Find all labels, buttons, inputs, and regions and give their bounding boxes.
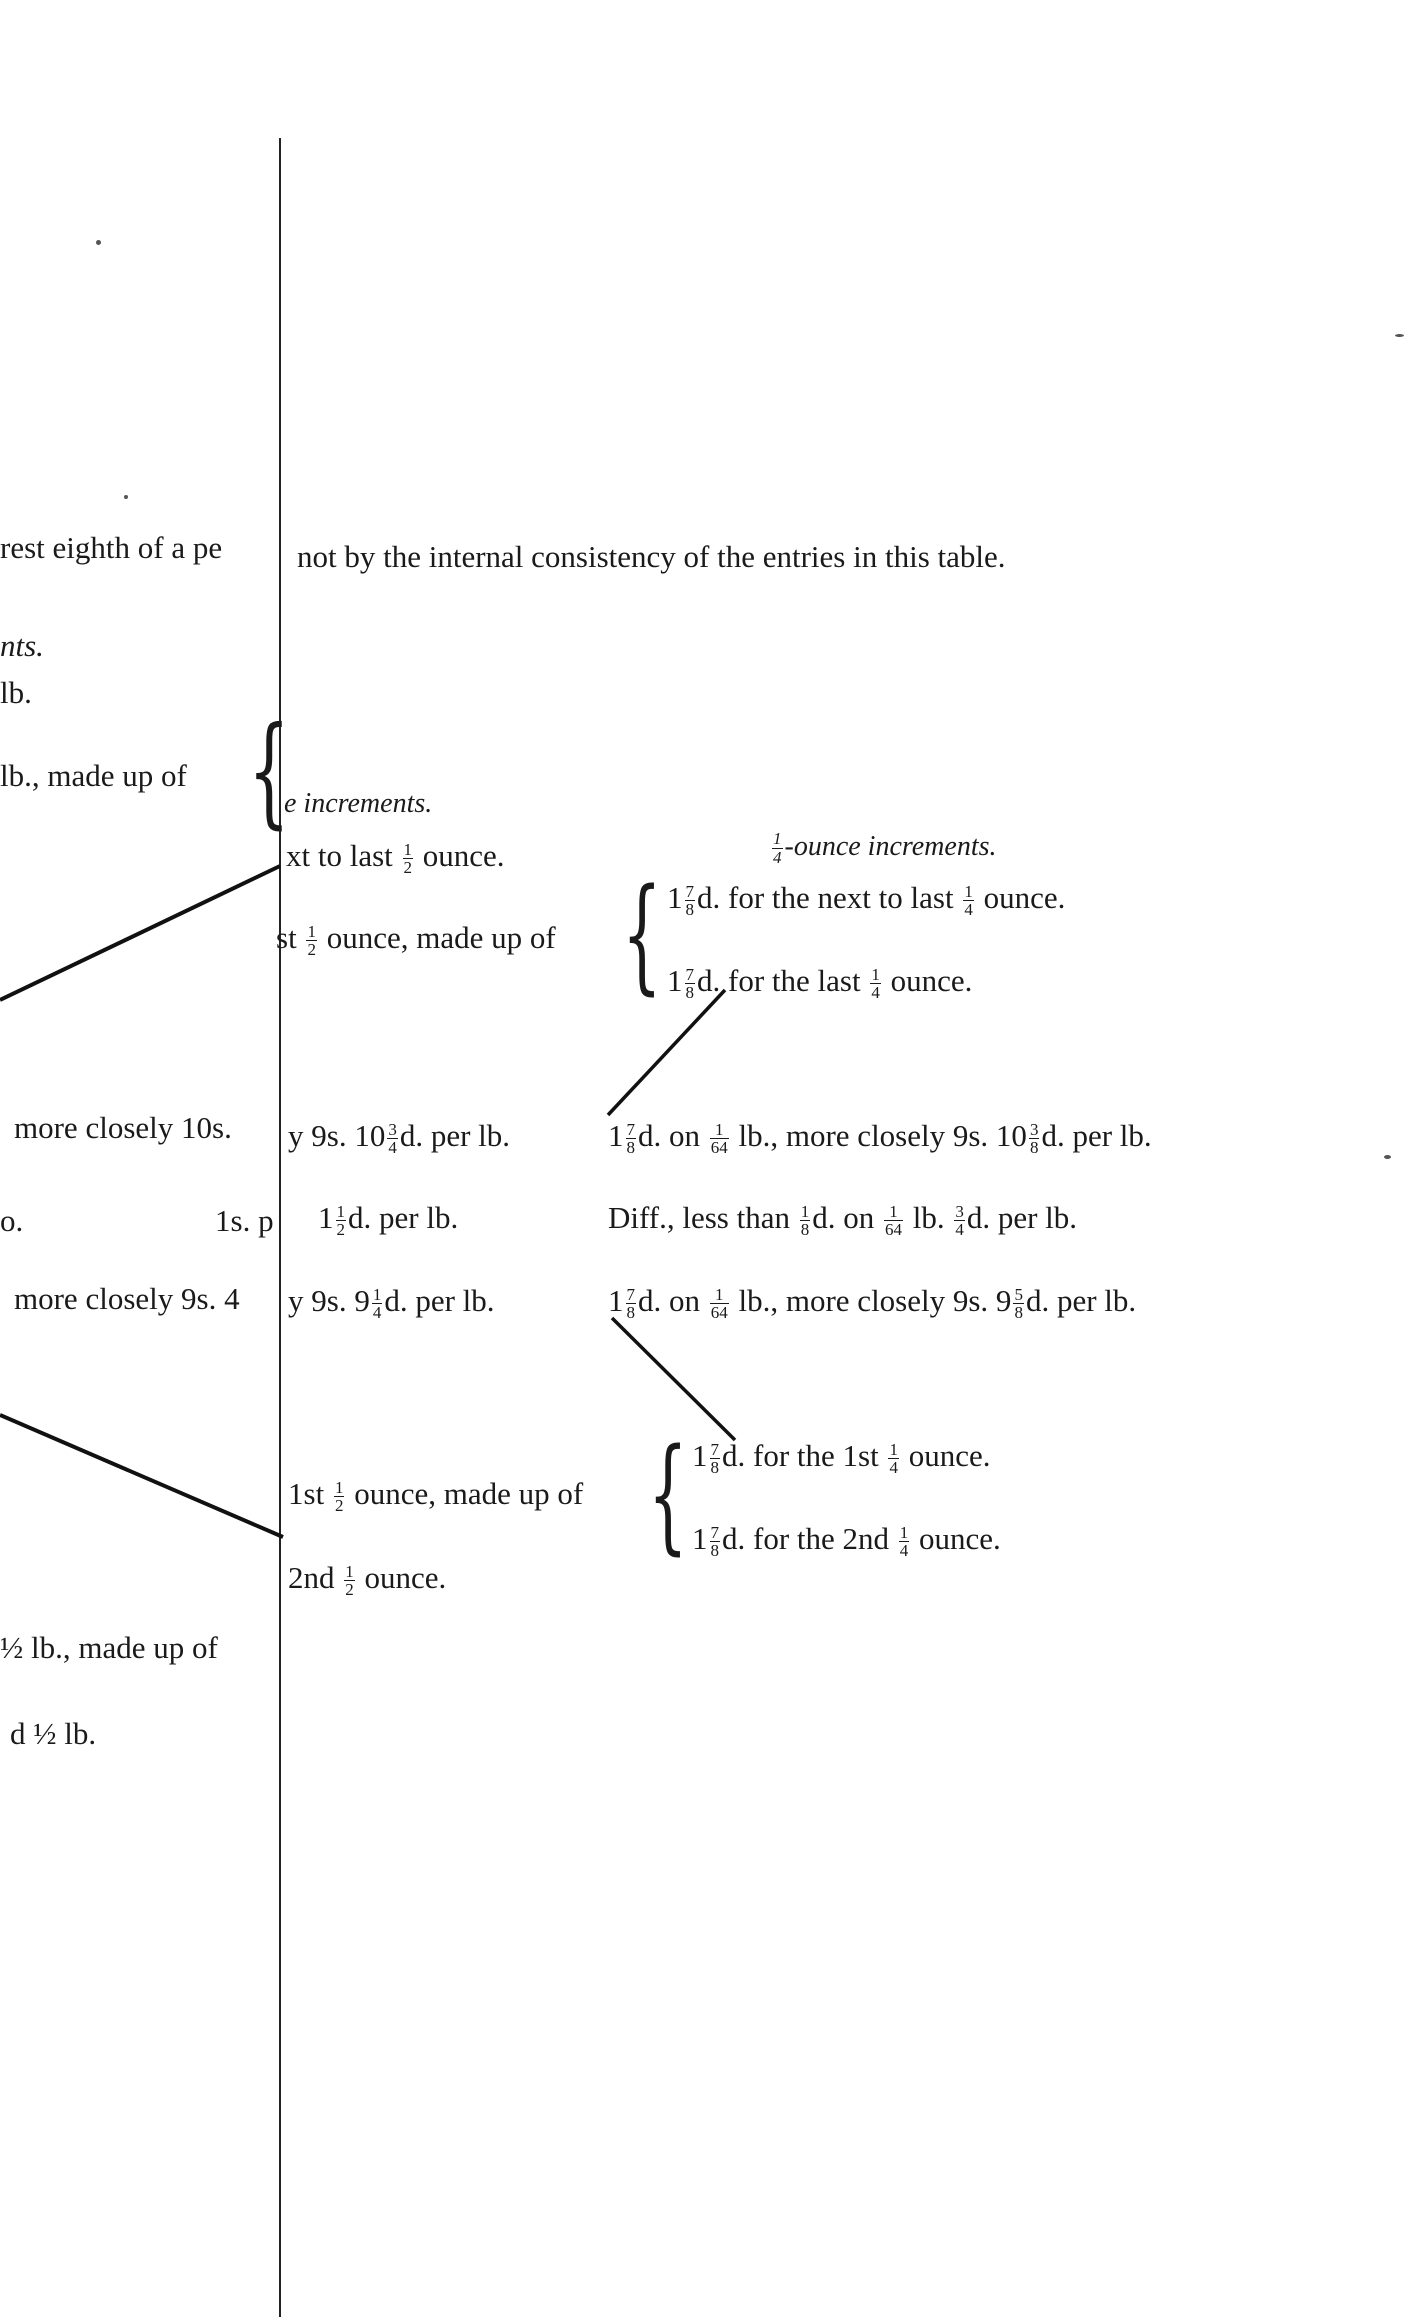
- left-line-8: more closely 9s. 4: [14, 1281, 240, 1316]
- left-line-9: [0, 1632, 218, 1663]
- fraction-one-64th: $\frac{1}{64}$: [710, 1119, 728, 1158]
- left-line-4: lb., made up of: [0, 758, 187, 793]
- fraction-seven-eighths: $\frac{7}{8}$: [626, 1284, 635, 1323]
- rate-row-1-right: 1 $\frac{7}{8}$ d. on $\frac{1}{64}$ lb., more closely 9s. 10 $\frac{3}{8}$ d. per lb.: [608, 1118, 1152, 1158]
- rate-row-3-right: 1 $\frac{7}{8}$ d. on $\frac{1}{64}$ lb., more closely 9s. 9 $\frac{5}{8}$ d. per lb.: [608, 1283, 1137, 1323]
- fraction-three-eighths: $\frac{3}{8}$: [1029, 1119, 1039, 1158]
- fraction-quarter: $\frac{1}{4}$: [372, 1284, 382, 1323]
- fraction-seven-eighths: $\frac{7}{8}$: [710, 1439, 719, 1478]
- left-line-10: [10, 1718, 96, 1749]
- quarter-first: 1 $\frac{7}{8}$ d. for the 1st $\frac{1}{4}$ ounce.: [692, 1438, 991, 1478]
- fraction-quarter: $\frac{1}{4}$: [871, 964, 880, 1003]
- left-line-3: lb.: [0, 675, 32, 710]
- connector-line-upper-right: [608, 990, 725, 1115]
- fraction-seven-eighths: $\frac{7}{8}$: [710, 1522, 719, 1561]
- last-half-ounce: st $\frac{1}{2}$ ounce, made up of: [276, 920, 556, 960]
- fraction-three-quarters: $\frac{3}{4}$: [388, 1119, 397, 1158]
- left-line-10-a: d: [10, 1716, 26, 1751]
- connector-line-lower-left: [0, 1415, 283, 1537]
- brace-quarter-lower: {: [648, 1422, 688, 1567]
- fraction-three-quarters: $\frac{3}{4}$: [955, 1201, 964, 1240]
- fraction-half: $\frac{1}{2}$: [336, 1201, 345, 1240]
- quarter-ounce-heading: $\frac{1}{4}$ -ounce increments.: [773, 829, 997, 867]
- left-line-1: rest eighth of a pe: [0, 530, 223, 565]
- left-line-10-text: lb.: [64, 1716, 97, 1751]
- speck-3: [1395, 334, 1404, 337]
- speck-1: [96, 240, 101, 245]
- left-line-2: nts.: [0, 628, 44, 663]
- left-line-7: 1s. p: [215, 1203, 274, 1238]
- fraction-half: $\frac{1}{2}$: [403, 839, 413, 878]
- fraction-one-64th: $\frac{1}{64}$: [710, 1284, 728, 1323]
- fraction-quarter: $\frac{1}{4}$: [899, 1522, 909, 1561]
- brace-quarter-upper: {: [622, 862, 662, 1007]
- fraction-half: $\frac{1}{2}$: [307, 921, 316, 960]
- fraction-half: $\frac{1}{2}$: [334, 1477, 344, 1516]
- left-line-6: o.: [0, 1203, 24, 1238]
- rate-row-1-mid: y 9s. 10 $\frac{3}{4}$ d. per lb.: [288, 1118, 511, 1158]
- next-to-last-half-ounce: xt to last $\frac{1}{2}$ ounce.: [286, 838, 505, 878]
- first-half-ounce: 1st $\frac{1}{2}$ ounce, made up of: [288, 1476, 584, 1516]
- fraction-half: $\frac{1}{2}$: [345, 1561, 354, 1600]
- fraction-five-eighths: $\frac{5}{8}$: [1014, 1284, 1023, 1323]
- rate-row-3-mid: y 9s. 9 $\frac{1}{4}$ d. per lb.: [288, 1283, 495, 1323]
- quarter-last: 1 $\frac{7}{8}$ d. for the last $\frac{1}{4}$ ounce.: [667, 963, 973, 1003]
- fraction-quarter: $\frac{1}{4}$: [889, 1439, 898, 1478]
- rate-row-2-mid: 1 $\frac{1}{2}$ d. per lb.: [318, 1200, 459, 1240]
- speck-4: [1384, 1155, 1391, 1159]
- brace-left-upper: {: [248, 702, 290, 841]
- connector-line-upper-left: [0, 866, 280, 1000]
- rate-row-2-right: Diff., less than $\frac{1}{8}$ d. on $\frac{1}{64}$ lb. $\frac{3}{4}$ d. per lb.: [608, 1200, 1078, 1240]
- fraction-quarter: $\frac{1}{4}$: [773, 829, 782, 867]
- fraction-quarter: $\frac{1}{4}$: [964, 881, 973, 920]
- quarter-next-to-last: 1 $\frac{7}{8}$ d. for the next to last $\frac{1}{4}$ ounce.: [667, 880, 1066, 920]
- top-note: not by the internal consistency of the entries in this table.: [297, 539, 1006, 574]
- fraction-seven-eighths: $\frac{7}{8}$: [685, 881, 694, 920]
- second-half-ounce: 2nd $\frac{1}{2}$ ounce.: [288, 1560, 447, 1600]
- left-line-9-text: lb., made up of: [31, 1630, 218, 1665]
- fraction-seven-eighths: $\frac{7}{8}$: [626, 1119, 635, 1158]
- fraction-one-64th: $\frac{1}{64}$: [884, 1201, 902, 1240]
- speck-2: [124, 495, 128, 499]
- left-line-9-frac: ½: [0, 1630, 24, 1665]
- quarter-second: 1 $\frac{7}{8}$ d. for the 2nd $\frac{1}{4}$ ounce.: [692, 1521, 1001, 1561]
- half-ounce-heading: e increments.: [284, 788, 433, 819]
- fraction-one-eighth: $\frac{1}{8}$: [800, 1201, 810, 1240]
- fraction-seven-eighths: $\frac{7}{8}$: [685, 964, 694, 1003]
- left-line-10-frac: ½: [33, 1716, 57, 1751]
- left-line-5: more closely 10s.: [14, 1110, 232, 1145]
